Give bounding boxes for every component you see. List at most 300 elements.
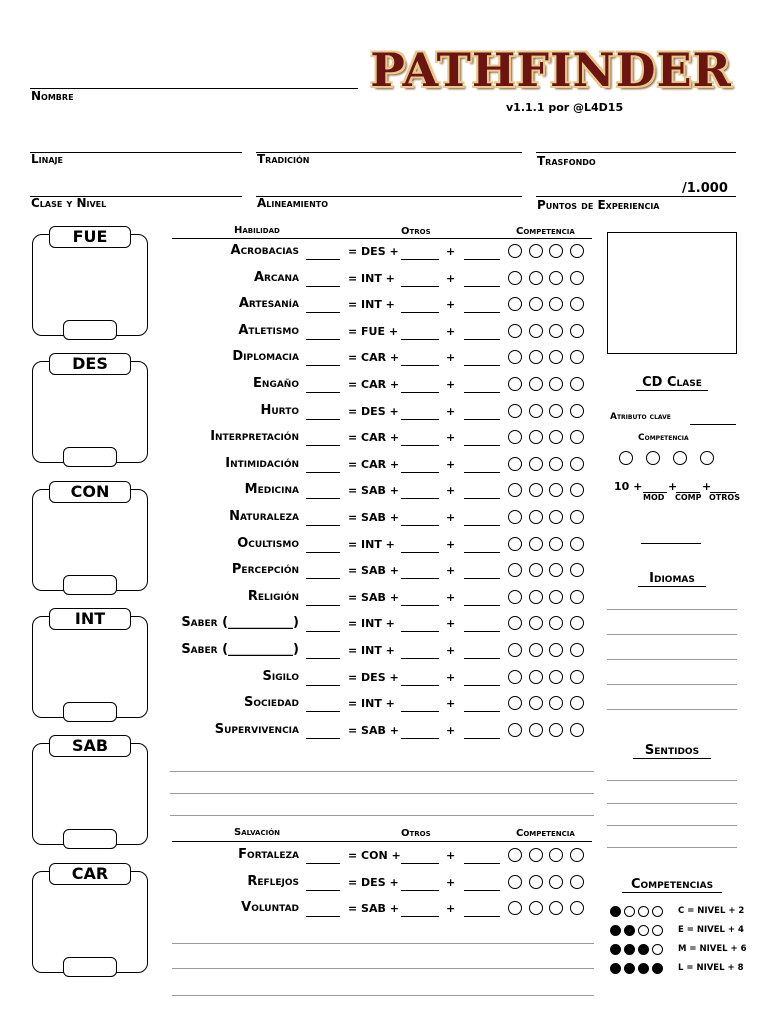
idioma-line[interactable] <box>607 709 737 710</box>
proficiency-circle[interactable] <box>508 901 522 915</box>
proficiency-circle[interactable] <box>570 643 584 657</box>
proficiency-circle[interactable] <box>700 451 714 465</box>
skill-total-field[interactable] <box>306 658 340 659</box>
ability-modifier-box[interactable] <box>63 575 117 595</box>
proficiency-circle[interactable] <box>529 537 543 551</box>
tradicion-label: Tradición <box>257 152 310 166</box>
skill-proficiency[interactable] <box>508 670 590 689</box>
skill-attr-mod-field[interactable] <box>401 685 439 686</box>
ability-modifier-box[interactable] <box>63 320 117 340</box>
skill-proficiency[interactable] <box>508 643 590 662</box>
trasfondo-label: Trasfondo <box>537 154 596 168</box>
save-total-field[interactable] <box>306 863 340 864</box>
idioma-line[interactable] <box>607 609 737 610</box>
skill-otros-field[interactable] <box>464 445 500 446</box>
save-total-field[interactable] <box>306 890 340 891</box>
xp-max: /1.000 <box>682 181 728 196</box>
skill-proficiency[interactable] <box>508 510 590 529</box>
skill-name: Saber (__________) <box>181 642 299 657</box>
version-text: v1.1.1 por @L4D15 <box>506 101 624 114</box>
skill-otros-field[interactable] <box>464 472 500 473</box>
ability-des[interactable] <box>32 353 148 463</box>
ability-label: CAR <box>49 863 131 885</box>
pathfinder-logo <box>364 34 738 106</box>
proficiency-circle[interactable] <box>529 875 543 889</box>
proficiency-circle[interactable] <box>549 510 563 524</box>
legend-circle <box>610 963 621 974</box>
plus-sign: + <box>446 245 456 258</box>
plus-sign: + <box>446 591 456 604</box>
legend-circle <box>652 944 663 955</box>
proficiency-circle[interactable] <box>570 723 584 737</box>
skill-attribute: = CAR + <box>348 458 400 471</box>
skill-proficiency[interactable] <box>508 590 590 609</box>
skill-attribute: = SAB + <box>348 484 399 497</box>
skill-attribute: = INT + <box>348 617 395 630</box>
proficiency-circle[interactable] <box>570 404 584 418</box>
proficiency-circle[interactable] <box>570 510 584 524</box>
skill-attr-mod-field[interactable] <box>401 339 439 340</box>
legend-row <box>610 944 747 958</box>
proficiency-circle[interactable] <box>529 590 543 604</box>
skill-attribute: = SAB + <box>348 511 399 524</box>
skill-attr-mod-field[interactable] <box>401 658 439 659</box>
proficiency-circle[interactable] <box>549 696 563 710</box>
plus-sign: + <box>446 484 456 497</box>
proficiency-circle[interactable] <box>508 430 522 444</box>
proficiency-circle[interactable] <box>508 404 522 418</box>
legend-circle <box>638 925 649 936</box>
ability-label: INT <box>49 608 131 630</box>
competencia-header: Competencia <box>516 226 575 237</box>
save-otros-field[interactable] <box>464 890 500 891</box>
skill-total-field[interactable] <box>306 525 340 526</box>
mod-label: MOD <box>643 493 665 502</box>
skill-total-field[interactable] <box>306 472 340 473</box>
plus-sign: + <box>446 458 456 471</box>
proficiency-circle[interactable] <box>549 350 563 364</box>
proficiency-circle[interactable] <box>549 563 563 577</box>
skill-attr-mod-field[interactable] <box>401 286 439 287</box>
skill-total-field[interactable] <box>306 259 340 260</box>
proficiency-circle[interactable] <box>529 510 543 524</box>
skill-attribute: = DES + <box>348 671 399 684</box>
cd-competencia-label: Competencia <box>638 433 689 443</box>
skill-otros-field[interactable] <box>464 578 500 579</box>
skill-otros-field[interactable] <box>464 259 500 260</box>
skill-row <box>160 536 600 556</box>
proficiency-circle[interactable] <box>570 537 584 551</box>
proficiency-circle[interactable] <box>549 723 563 737</box>
ability-int[interactable] <box>32 608 148 718</box>
otros-label: OTROS <box>709 493 740 502</box>
skill-otros-field[interactable] <box>464 685 500 686</box>
cd-clase-title: CD Clase <box>636 375 708 391</box>
plus-sign: + <box>446 272 456 285</box>
skill-proficiency[interactable] <box>508 696 590 715</box>
skill-name: Percepción <box>231 562 299 577</box>
idioma-line[interactable] <box>607 659 737 660</box>
cd-total-field[interactable] <box>641 543 701 544</box>
proficiency-circle[interactable] <box>549 616 563 630</box>
proficiency-circle[interactable] <box>529 297 543 311</box>
skill-proficiency[interactable] <box>508 244 590 263</box>
clase-nivel-label: Clase y Nivel <box>31 196 107 210</box>
proficiency-circle[interactable] <box>549 404 563 418</box>
proficiency-circle[interactable] <box>508 616 522 630</box>
skill-row <box>160 589 600 609</box>
saves-header-rule <box>172 841 592 842</box>
ability-fue[interactable] <box>32 226 148 336</box>
skill-otros-field[interactable] <box>464 419 500 420</box>
proficiency-circle[interactable] <box>549 848 563 862</box>
skill-attr-mod-field[interactable] <box>401 419 439 420</box>
proficiency-circle[interactable] <box>570 616 584 630</box>
skill-otros-field[interactable] <box>464 392 500 393</box>
skill-name: Atletismo <box>238 323 299 338</box>
proficiency-circle[interactable] <box>529 404 543 418</box>
legend-circle <box>610 944 621 955</box>
proficiency-circle[interactable] <box>570 430 584 444</box>
skill-total-field[interactable] <box>306 365 340 366</box>
skill-total-field[interactable] <box>306 498 340 499</box>
proficiency-circle[interactable] <box>508 696 522 710</box>
save-name: Fortaleza <box>238 847 299 862</box>
proficiency-circle[interactable] <box>549 271 563 285</box>
skill-name: Naturaleza <box>229 509 299 524</box>
save-row <box>160 847 600 867</box>
save-attribute: = CON + <box>348 849 401 862</box>
skill-row <box>160 482 600 502</box>
proficiency-circle[interactable] <box>508 563 522 577</box>
proficiency-circle[interactable] <box>508 848 522 862</box>
ability-modifier-box[interactable] <box>63 957 117 977</box>
legend-circle <box>624 925 635 936</box>
proficiency-circle[interactable] <box>570 670 584 684</box>
proficiency-circle[interactable] <box>570 563 584 577</box>
legend-circle <box>624 906 635 917</box>
proficiency-circle[interactable] <box>570 350 584 364</box>
note-line[interactable] <box>170 771 594 772</box>
skill-proficiency[interactable] <box>508 430 590 449</box>
idiomas-title: Idiomas <box>638 571 706 587</box>
proficiency-circle[interactable] <box>508 875 522 889</box>
skill-otros-field[interactable] <box>464 312 500 313</box>
proficiency-circle[interactable] <box>570 901 584 915</box>
proficiency-circle[interactable] <box>549 590 563 604</box>
save-proficiency[interactable] <box>508 848 590 867</box>
skill-attr-mod-field[interactable] <box>401 631 439 632</box>
skill-name: Interpretación <box>210 429 299 444</box>
skill-otros-field[interactable] <box>464 631 500 632</box>
proficiency-circle[interactable] <box>549 875 563 889</box>
skill-total-field[interactable] <box>306 711 340 712</box>
skill-row <box>160 296 600 316</box>
nombre-field[interactable] <box>30 88 358 89</box>
proficiency-circle[interactable] <box>646 451 660 465</box>
proficiency-circle[interactable] <box>529 430 543 444</box>
competencias-title: Competencias <box>622 877 722 893</box>
skill-otros-field[interactable] <box>464 552 500 553</box>
proficiency-circle[interactable] <box>529 271 543 285</box>
proficiency-circle[interactable] <box>508 590 522 604</box>
skill-name: Sociedad <box>243 695 299 710</box>
skills-header-rule <box>172 238 592 239</box>
proficiency-circle[interactable] <box>619 451 633 465</box>
legend-circle <box>652 906 663 917</box>
skill-attr-mod-field[interactable] <box>401 445 439 446</box>
skill-otros-field[interactable] <box>464 286 500 287</box>
proficiency-circle[interactable] <box>529 670 543 684</box>
proficiency-circle[interactable] <box>570 848 584 862</box>
proficiency-circle[interactable] <box>570 483 584 497</box>
ability-label: CON <box>49 481 131 503</box>
skill-row <box>160 349 600 369</box>
skill-attr-mod-field[interactable] <box>401 578 439 579</box>
proficiency-circle[interactable] <box>549 901 563 915</box>
plus-sign: + <box>446 644 456 657</box>
proficiency-circle[interactable] <box>508 377 522 391</box>
skill-attr-mod-field[interactable] <box>401 472 439 473</box>
skill-row <box>160 429 600 449</box>
proficiency-circle[interactable] <box>570 590 584 604</box>
plus-sign: + <box>446 405 456 418</box>
note-line[interactable] <box>172 943 594 944</box>
skill-proficiency[interactable] <box>508 297 590 316</box>
save-row <box>160 874 600 894</box>
skill-name: Religión <box>247 589 299 604</box>
skill-attribute: = INT + <box>348 644 395 657</box>
atributo-clave-field[interactable] <box>690 424 736 425</box>
skill-attribute: = INT + <box>348 298 395 311</box>
save-otros-field[interactable] <box>464 916 500 917</box>
ability-sab[interactable] <box>32 735 148 845</box>
ability-modifier-box[interactable] <box>63 447 117 467</box>
skill-name: Supervivencia <box>214 722 299 737</box>
ability-label: SAB <box>49 735 131 757</box>
skill-proficiency[interactable] <box>508 324 590 343</box>
skill-attr-mod-field[interactable] <box>401 365 439 366</box>
cd-competencia-circles[interactable] <box>619 451 721 470</box>
note-line[interactable] <box>170 793 594 794</box>
plus-sign: + <box>446 351 456 364</box>
skill-attr-mod-field[interactable] <box>401 498 439 499</box>
proficiency-circle[interactable] <box>508 324 522 338</box>
plus-sign: + <box>446 875 456 889</box>
skill-otros-field[interactable] <box>464 339 500 340</box>
proficiency-circle[interactable] <box>570 244 584 258</box>
proficiency-circle[interactable] <box>529 848 543 862</box>
skill-proficiency[interactable] <box>508 483 590 502</box>
competencia-header: Competencia <box>516 828 575 839</box>
legend-circle <box>652 963 663 974</box>
skill-name: Diplomacia <box>232 349 299 364</box>
plus-sign: + <box>446 697 456 710</box>
idioma-line[interactable] <box>607 684 737 685</box>
skill-proficiency[interactable] <box>508 404 590 423</box>
skill-proficiency[interactable] <box>508 377 590 396</box>
skill-proficiency[interactable] <box>508 457 590 476</box>
plus-sign: + <box>446 378 456 391</box>
proficiency-circle[interactable] <box>549 537 563 551</box>
proficiency-circle[interactable] <box>529 901 543 915</box>
ability-modifier-box[interactable] <box>63 829 117 849</box>
proficiency-circle[interactable] <box>508 244 522 258</box>
proficiency-circle[interactable] <box>549 377 563 391</box>
proficiency-circle[interactable] <box>570 271 584 285</box>
proficiency-circle[interactable] <box>508 643 522 657</box>
save-proficiency[interactable] <box>508 901 590 920</box>
proficiency-circle[interactable] <box>570 457 584 471</box>
skill-proficiency[interactable] <box>508 616 590 635</box>
note-line[interactable] <box>172 968 594 969</box>
skill-attr-mod-field[interactable] <box>401 605 439 606</box>
note-line[interactable] <box>170 815 594 816</box>
skill-total-field[interactable] <box>306 392 340 393</box>
proficiency-circle[interactable] <box>508 297 522 311</box>
skill-otros-field[interactable] <box>464 658 500 659</box>
skill-total-field[interactable] <box>306 685 340 686</box>
ability-con[interactable] <box>32 481 148 591</box>
proficiency-circle[interactable] <box>529 563 543 577</box>
proficiency-circle[interactable] <box>549 297 563 311</box>
skill-proficiency[interactable] <box>508 350 590 369</box>
skill-name: Saber (__________) <box>181 615 299 630</box>
proficiency-circle[interactable] <box>529 457 543 471</box>
proficiency-circle[interactable] <box>549 457 563 471</box>
proficiency-circle[interactable] <box>508 271 522 285</box>
skill-otros-field[interactable] <box>464 738 500 739</box>
proficiency-circle[interactable] <box>549 670 563 684</box>
sentido-line[interactable] <box>607 803 737 804</box>
proficiency-circle[interactable] <box>508 670 522 684</box>
proficiency-circle[interactable] <box>529 696 543 710</box>
skill-proficiency[interactable] <box>508 271 590 290</box>
skill-proficiency[interactable] <box>508 537 590 556</box>
proficiency-circle[interactable] <box>508 537 522 551</box>
proficiency-circle[interactable] <box>570 297 584 311</box>
save-attribute: = SAB + <box>348 902 399 915</box>
proficiency-circle[interactable] <box>529 350 543 364</box>
proficiency-circle[interactable] <box>529 483 543 497</box>
skill-total-field[interactable] <box>306 445 340 446</box>
proficiency-circle[interactable] <box>529 324 543 338</box>
skill-attribute: = INT + <box>348 697 395 710</box>
plus-sign: + <box>446 564 456 577</box>
skill-attr-mod-field[interactable] <box>401 259 439 260</box>
save-attr-mod-field[interactable] <box>401 863 439 864</box>
proficiency-circle[interactable] <box>529 723 543 737</box>
proficiency-circle[interactable] <box>673 451 687 465</box>
skill-name: Intimidación <box>225 456 299 471</box>
proficiency-circle[interactable] <box>508 457 522 471</box>
proficiency-circle[interactable] <box>549 430 563 444</box>
plus-sign: + <box>446 849 456 862</box>
trasfondo-field[interactable] <box>536 152 736 153</box>
legend-circle <box>624 944 635 955</box>
legend-row <box>610 925 744 939</box>
salvacion-header: Salvación <box>234 827 281 838</box>
proficiency-circle[interactable] <box>508 350 522 364</box>
skill-proficiency[interactable] <box>508 563 590 582</box>
skill-row <box>160 722 600 742</box>
skill-total-field[interactable] <box>306 605 340 606</box>
alineamiento-label: Alineamiento <box>257 196 329 210</box>
proficiency-circle[interactable] <box>508 510 522 524</box>
skill-otros-field[interactable] <box>464 498 500 499</box>
skill-otros-field[interactable] <box>464 365 500 366</box>
skill-row <box>160 562 600 582</box>
skill-attr-mod-field[interactable] <box>401 552 439 553</box>
skill-otros-field[interactable] <box>464 711 500 712</box>
save-name: Voluntad <box>241 900 299 915</box>
xp-field[interactable] <box>536 196 736 197</box>
save-attr-mod-field[interactable] <box>401 890 439 891</box>
proficiency-circle[interactable] <box>549 483 563 497</box>
ability-modifier-box[interactable] <box>63 702 117 722</box>
skill-total-field[interactable] <box>306 631 340 632</box>
skill-total-field[interactable] <box>306 286 340 287</box>
skill-total-field[interactable] <box>306 552 340 553</box>
skill-attr-mod-field[interactable] <box>401 312 439 313</box>
proficiency-circle[interactable] <box>529 377 543 391</box>
save-attr-mod-field[interactable] <box>401 916 439 917</box>
skill-proficiency[interactable] <box>508 723 590 742</box>
proficiency-circle[interactable] <box>508 483 522 497</box>
skill-attr-mod-field[interactable] <box>401 392 439 393</box>
skill-total-field[interactable] <box>306 419 340 420</box>
skill-total-field[interactable] <box>306 738 340 739</box>
save-otros-field[interactable] <box>464 863 500 864</box>
proficiency-circle[interactable] <box>508 723 522 737</box>
skill-otros-field[interactable] <box>464 525 500 526</box>
proficiency-circle[interactable] <box>529 616 543 630</box>
ability-car[interactable] <box>32 863 148 973</box>
proficiency-circle[interactable] <box>549 244 563 258</box>
skill-total-field[interactable] <box>306 312 340 313</box>
skill-otros-field[interactable] <box>464 605 500 606</box>
skill-attr-mod-field[interactable] <box>401 525 439 526</box>
proficiency-circle[interactable] <box>549 643 563 657</box>
proficiency-circle[interactable] <box>570 324 584 338</box>
skill-attr-mod-field[interactable] <box>401 738 439 739</box>
proficiency-circle[interactable] <box>529 643 543 657</box>
save-total-field[interactable] <box>306 916 340 917</box>
portrait-box[interactable] <box>607 232 737 354</box>
skill-total-field[interactable] <box>306 578 340 579</box>
plus-sign: + <box>446 617 456 630</box>
skill-total-field[interactable] <box>306 339 340 340</box>
legend-text: E = NIVEL + 4 <box>678 925 744 935</box>
proficiency-circle[interactable] <box>570 696 584 710</box>
plus-sign: + <box>446 902 456 915</box>
proficiency-circle[interactable] <box>529 244 543 258</box>
sentido-line[interactable] <box>607 825 737 826</box>
sentido-line[interactable] <box>607 847 737 848</box>
proficiency-circle[interactable] <box>570 875 584 889</box>
save-proficiency[interactable] <box>508 875 590 894</box>
proficiency-circle[interactable] <box>549 324 563 338</box>
sentido-line[interactable] <box>607 780 737 781</box>
note-line[interactable] <box>172 995 594 996</box>
skill-attr-mod-field[interactable] <box>401 711 439 712</box>
skill-row <box>160 403 600 423</box>
skill-attribute: = SAB + <box>348 724 399 737</box>
cd-formula-prefix: 10 + <box>614 480 643 493</box>
proficiency-circle[interactable] <box>570 377 584 391</box>
legend-circle <box>638 944 649 955</box>
idioma-line[interactable] <box>607 634 737 635</box>
